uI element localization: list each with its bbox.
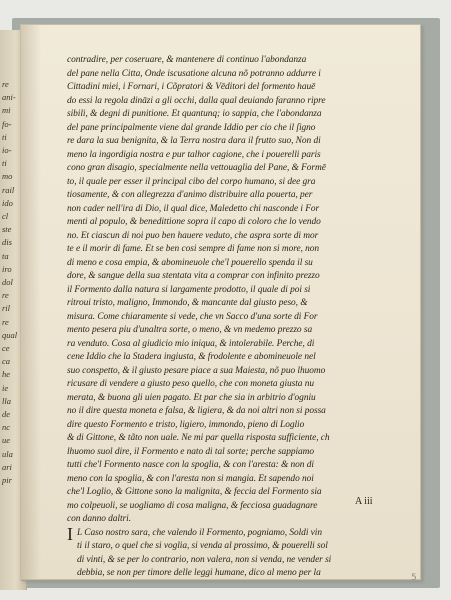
text-line: debbia, se non per timore delle leggi humane, dico al meno per la (77, 568, 321, 578)
text-line: merata, & buona gli uien pagato. Et par che sia in arbitrio d'ogniu (67, 392, 316, 403)
fragment-line: mo (2, 171, 13, 182)
text-line: dire questo Formento e tristo, ligiero, immondo, pieno di Loglio (67, 419, 305, 430)
text-line: non cader nell'ira di Dio, il qual dice, Maledetto chi nasconde i For (67, 203, 320, 214)
fragment-line: pir (2, 475, 12, 486)
text-line: meno la ingordigia nostra e pur talhor cagione, che i pouerelli paris (67, 149, 321, 160)
text-line: do essi la regola dināzi a gli occhi, dalla qual deuiando faranno ripre (67, 95, 326, 106)
text-line: di meno e cosa empia, & abomineuole che'l pouerello spenda il su (67, 257, 313, 268)
text-line: to, il quale per esser il principal cibo del corpo humano, si dee gra (67, 176, 316, 187)
text-line: ritroui tristo, maligno, Immondo, & mancante dal giusto peso, & (67, 298, 308, 308)
text-line: mo colpeuoli, se uogliamo di cosa maligna, & fecciosa guadagnare (67, 500, 318, 511)
text-line: re dara la sua benignita, & la Terra nostra dara il frutto suo, Non di (67, 136, 321, 146)
fragment-line: fo- (2, 118, 12, 129)
fragment-line: re (2, 316, 9, 327)
fragment-line: rail (2, 184, 15, 195)
text-line: ti il staro, o quel che si voglia, si venda al prossimo, & pouerelli sol (77, 541, 328, 551)
text-line: ricusare di vendere a giusto peso quello, che con moneta giusta nu (67, 379, 315, 389)
fragment-line: ta (2, 250, 9, 261)
fragment-line: de (2, 409, 11, 420)
fragment-line: io- (2, 145, 12, 156)
text-line: no il dire questa moneta e falsa, & ligiera, & da noi altri non si possa (67, 406, 326, 416)
fragment-line: ti (2, 158, 7, 169)
page-text (67, 54, 395, 581)
fragment-line: ti (2, 131, 7, 142)
text-line: con danno daltri. (67, 514, 131, 524)
fragment-line: dol (2, 277, 13, 288)
fragment-line: ue (2, 435, 11, 446)
pencil-folio-number: 5 (411, 573, 417, 583)
text-line: contradire, per coseruare, & mantenere di continuo l'abondanza (67, 55, 307, 65)
fragment-line: dis (2, 237, 12, 248)
fragment-line: he (2, 369, 11, 380)
fragment-line: lla (2, 395, 11, 406)
drop-capital: I (67, 523, 73, 544)
text-line: menti al populo, & benedittione sopra il capo di coloro che lo vendo (67, 217, 321, 227)
fragment-line: iro (2, 263, 12, 274)
fragment-line: re (2, 79, 9, 89)
fragment-line: ste (2, 224, 12, 235)
fragment-line: ca (2, 356, 11, 367)
text-line: del pane principalmente viene dal grande Iddio per cio che il ſigno (67, 122, 316, 133)
text-line: del pane nella Citta, Onde iscusatione alcuna nõ potranno addurre i (67, 68, 321, 79)
text-line: lhuomo suol dire, il Formento e nato di tal sorte; perche sappiamo (67, 446, 315, 457)
text-line: meno con la spoglia, & con l'aresta non si mangia. Et sapendo noi (67, 473, 314, 484)
text-line: suo conspetto, & il giusto pesare piace a sua Maiesta, nõ puo lhuomo (67, 365, 326, 376)
text-line: tiosamente, & con allegrezza d'animo distribuire alla pouerta, per (67, 190, 313, 200)
fragment-line: ula (2, 448, 13, 459)
text-line: che'l Loglio, & Gittone sono la malignita, & feccia del Formento sia (67, 487, 322, 497)
text-line: mento pesera piu d'unaltra sorte, o meno, & vn medemo prezzo sa (67, 325, 313, 335)
signature-mark: A iii (355, 496, 373, 507)
text-line: il Formento dalla natura si largamente prodotto, il quale di poi si (67, 284, 311, 295)
text-line: L Caso nostro sara, che valendo il Formento, pogniamo, Soldi vin (77, 527, 322, 538)
fragment-line: ril (2, 303, 11, 314)
text-line: cono gran disagio, specialmente nella vettouaglia del Pane, & Formē (67, 163, 326, 173)
fragment-line: ce (2, 343, 10, 354)
text-line: Cittadini miei, i Fornari, i Cõpratori & Vēditori del formento hauē (67, 82, 316, 92)
text-line: no. Et ciascun di noi puo ben hauere veduto, che aspra sorte di mor (67, 230, 319, 241)
fragment-line: re (2, 290, 9, 301)
fragment-line: ari (2, 461, 12, 472)
text-line: di vinti, & se per lo contrario, non valera, non si venda, ne vender si (77, 554, 332, 565)
paragraph-1 (67, 54, 395, 527)
fragment-line: qual (2, 329, 18, 340)
text-line: sibili, & degni di punitione. Et quantunq; io sappia, che l'abondanza (67, 109, 322, 119)
fragment-line: cl (2, 211, 9, 222)
book-page (20, 24, 421, 583)
text-line: dore, & sangue della sua stentata vita a comprar con infinito prezzo (67, 271, 320, 281)
fragment-line: ie (2, 382, 9, 393)
paragraph-2 (67, 523, 395, 581)
text-line: te e il morir di fame. Et se ben cosi sempre di fame non si more, non (67, 244, 320, 254)
text-line: cene Iddio che la Stadera ingiusta, & frodolente e abomineuole nel (67, 352, 316, 362)
fragment-line: nc (2, 422, 11, 433)
text-line: & di Gittone, & tãto non uale. Ne mi par quella risposta sufficiente, ch (67, 433, 330, 443)
fragment-line: ido (2, 197, 13, 208)
fragment-line: ani- (2, 92, 16, 103)
text-line: tutti che'l Formento nasce con la spoglia, & con l'aresta: & non di (67, 460, 314, 470)
text-line: ra venduto. Cosa al giudicio mio iniqua, & intolerabile. Perche, di (67, 338, 315, 349)
text-line: misura. Come chiaramente si vede, che vn Sacco d'una sorte di For (67, 311, 318, 322)
fragment-line: mi (2, 105, 11, 116)
